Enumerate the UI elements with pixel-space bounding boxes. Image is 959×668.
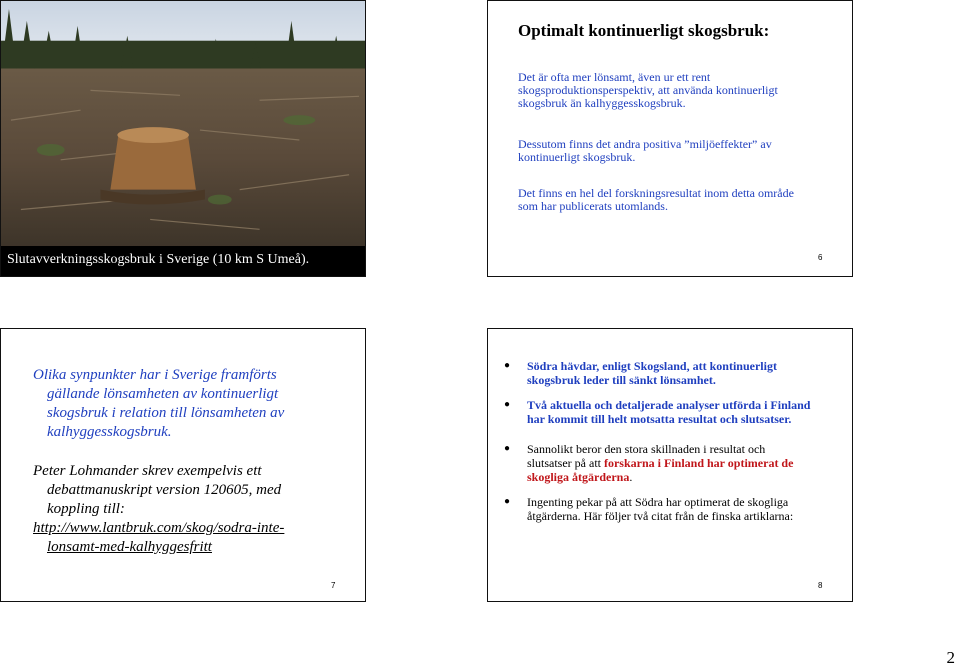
text-line: Peter Lohmander skrev exempelvis ett bbox=[33, 463, 262, 479]
article-link[interactable]: http://www.lantbruk.com/skog/sodra-inte- bbox=[33, 520, 285, 536]
paragraph bbox=[518, 187, 838, 213]
slide-number: 6 bbox=[818, 253, 823, 262]
text-line: som har publicerats utomlands. bbox=[518, 199, 668, 213]
bullet-icon: ● bbox=[504, 399, 511, 410]
text-line: kontinuerligt skogsbruk. bbox=[518, 150, 636, 164]
list-item bbox=[502, 442, 837, 484]
slide-number: 7 bbox=[331, 581, 336, 590]
article-link[interactable]: lonsamt-med-kalhyggesfritt bbox=[47, 539, 212, 555]
slide-8 bbox=[487, 328, 853, 602]
text-line: Det är ofta mer lönsamt, även ur ett rent bbox=[518, 70, 711, 84]
text-line: kalhyggesskogsbruk. bbox=[47, 424, 172, 440]
text-line: Ingenting pekar på att Södra har optimerat de skogliga bbox=[527, 495, 789, 509]
paragraph bbox=[518, 71, 838, 110]
text-line: slutsatser på att bbox=[527, 456, 604, 470]
page-number: 2 bbox=[946, 648, 955, 667]
highlighted-text: skogliga åtgärderna bbox=[527, 470, 630, 484]
list-item bbox=[502, 359, 837, 387]
text-line: Sannolikt beror den stora skillnaden i resultat och bbox=[527, 442, 766, 456]
text-line: . bbox=[629, 470, 633, 484]
bullet-icon: ● bbox=[504, 360, 511, 371]
list-item bbox=[502, 495, 837, 523]
text-line: Södra hävdar, enligt Skogsland, att kontinuerligt bbox=[527, 359, 777, 373]
paragraph bbox=[518, 138, 838, 164]
text-line: debattmanuskript version 120605, med bbox=[47, 482, 282, 498]
text-line: Två aktuella och detaljerade analyser utförda i Finland bbox=[527, 398, 811, 412]
text-line: koppling till: bbox=[47, 501, 125, 517]
text-line: gällande lönsamheten av kontinuerligt bbox=[47, 386, 279, 402]
photo-caption: Slutavverkningsskogsbruk i Sverige (10 km S Umeå). bbox=[1, 246, 365, 276]
slide-6 bbox=[487, 0, 853, 277]
text-line: skogsproduktionsperspektiv, att använda kontinuerligt bbox=[518, 83, 778, 97]
bullet-icon: ● bbox=[504, 443, 511, 454]
slide-7 bbox=[0, 328, 366, 602]
clearcut-photo-slide bbox=[0, 0, 366, 277]
paragraph bbox=[33, 366, 333, 442]
slide-title: Optimalt kontinuerligt skogsbruk: bbox=[518, 21, 770, 40]
clearcut-photo bbox=[1, 1, 365, 276]
list-item bbox=[502, 398, 837, 426]
text-line: Det finns en hel del forskningsresultat inom detta område bbox=[518, 186, 794, 200]
slide-number: 8 bbox=[818, 581, 823, 590]
text-line: skogsbruk leder till sänkt lönsamhet. bbox=[527, 373, 716, 387]
text-line: skogsbruk i relation till lönsamheten av bbox=[47, 405, 285, 421]
highlighted-text: forskarna i Finland har optimerat de bbox=[603, 456, 794, 470]
paragraph bbox=[33, 462, 333, 557]
text-line: Dessutom finns det andra positiva ”miljöeffekter” av bbox=[518, 137, 772, 151]
bullet-list bbox=[502, 359, 837, 534]
text-line: Olika synpunkter har i Sverige framförts bbox=[33, 367, 277, 383]
text-line: skogsbruk än kalhyggesskogsbruk. bbox=[518, 96, 686, 110]
text-line: har kommit till helt motsatta resultat och slutsatser. bbox=[527, 412, 792, 426]
text-line: åtgärderna. Här följer två citat från de finska artiklarna: bbox=[527, 509, 794, 523]
bullet-icon: ● bbox=[504, 496, 511, 507]
